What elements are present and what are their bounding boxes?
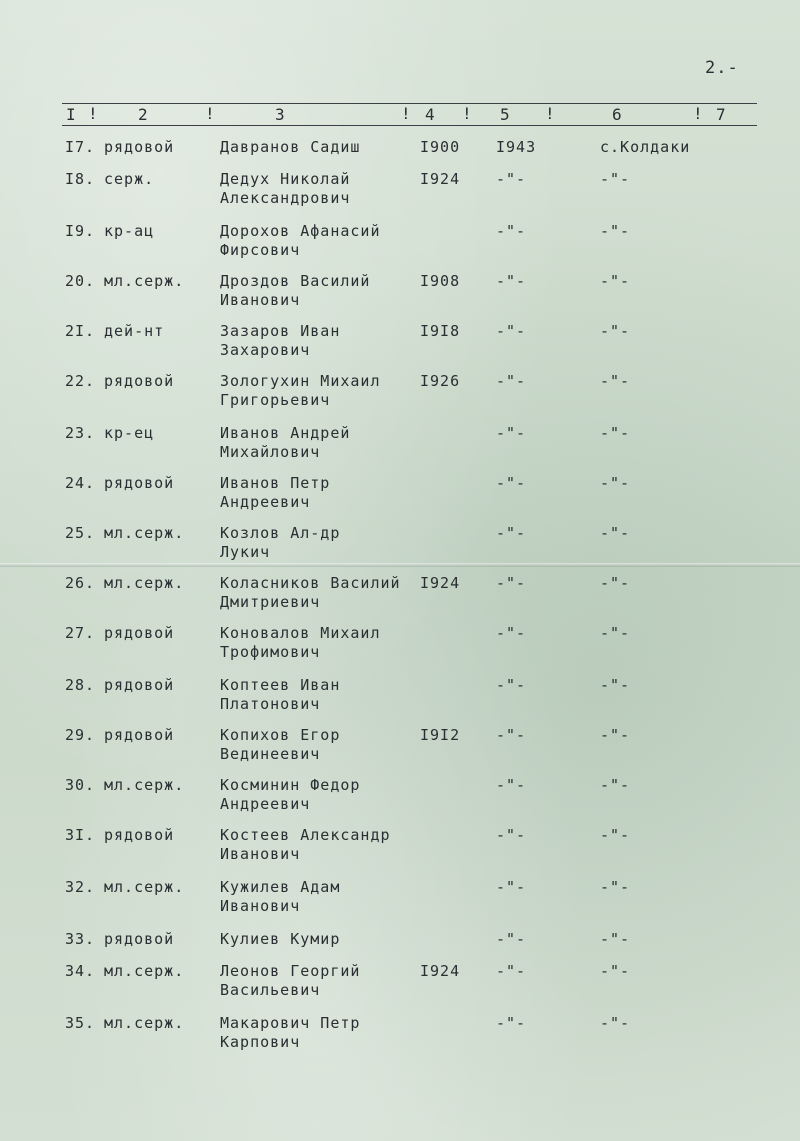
- full-name-line1: Коновалов Михаил: [220, 624, 381, 642]
- column-5-value: -"-: [496, 726, 527, 744]
- full-name-line2: Карпович: [220, 1033, 301, 1051]
- birth-year: I900: [420, 138, 461, 156]
- rank: рядовой: [104, 930, 175, 948]
- full-name-line2: Дмитриевич: [220, 593, 321, 611]
- rank: кр-ец: [104, 424, 155, 442]
- column-header-5: 5: [500, 105, 511, 124]
- column-separator: !: [401, 104, 411, 123]
- birth-year: I924: [420, 574, 461, 592]
- column-6-value: -"-: [600, 170, 631, 188]
- full-name-line2: Фирсович: [220, 241, 301, 259]
- full-name-line1: Коласников Василий: [220, 574, 401, 592]
- column-6-value: -"-: [600, 272, 631, 290]
- full-name-line1: Копихов Егор: [220, 726, 341, 744]
- full-name-line1: Макарович Петр: [220, 1014, 361, 1032]
- paper-fold: [0, 563, 800, 567]
- row-number: 35.: [65, 1014, 96, 1032]
- full-name-line1: Зазаров Иван: [220, 322, 341, 340]
- full-name-line2: Александрович: [220, 189, 351, 207]
- column-6-value: -"-: [600, 962, 631, 980]
- full-name-line2: Михайлович: [220, 443, 321, 461]
- full-name-line1: Леонов Георгий: [220, 962, 361, 980]
- row-number: 34.: [65, 962, 96, 980]
- column-separator: !: [693, 104, 703, 123]
- rank: рядовой: [104, 676, 175, 694]
- column-6-value: -"-: [600, 574, 631, 592]
- column-header-4: 4: [425, 105, 436, 124]
- full-name-line2: Платонович: [220, 695, 321, 713]
- column-separator: !: [462, 104, 472, 123]
- column-5-value: -"-: [496, 272, 527, 290]
- full-name-line2: Иванович: [220, 291, 301, 309]
- column-5-value: -"-: [496, 624, 527, 642]
- column-5-value: -"-: [496, 322, 527, 340]
- column-6-value: -"-: [600, 524, 631, 542]
- column-5-value: I943: [496, 138, 537, 156]
- full-name-line2: Трофимович: [220, 643, 321, 661]
- column-6-value: -"-: [600, 222, 631, 240]
- full-name-line2: Иванович: [220, 897, 301, 915]
- full-name-line2: Вединеевич: [220, 745, 321, 763]
- rank: мл.серж.: [104, 878, 185, 896]
- column-5-value: -"-: [496, 930, 527, 948]
- full-name-line2: Захарович: [220, 341, 311, 359]
- column-5-value: -"-: [496, 776, 527, 794]
- full-name-line2: Андреевич: [220, 493, 311, 511]
- full-name-line1: Дедух Николай: [220, 170, 351, 188]
- column-5-value: -"-: [496, 170, 527, 188]
- rank: серж.: [104, 170, 155, 188]
- rank: мл.серж.: [104, 776, 185, 794]
- page-number: 2.-: [705, 58, 739, 78]
- rank: мл.серж.: [104, 524, 185, 542]
- column-6-value: -"-: [600, 726, 631, 744]
- row-number: 2I.: [65, 322, 96, 340]
- column-5-value: -"-: [496, 1014, 527, 1032]
- full-name-line1: Кулиев Кумир: [220, 930, 341, 948]
- header-rule-bottom: [62, 125, 757, 126]
- column-5-value: -"-: [496, 222, 527, 240]
- column-5-value: -"-: [496, 826, 527, 844]
- birth-year: I926: [420, 372, 461, 390]
- full-name-line1: Костеев Александр: [220, 826, 391, 844]
- column-6-value: -"-: [600, 776, 631, 794]
- column-6-value: -"-: [600, 322, 631, 340]
- column-5-value: -"-: [496, 962, 527, 980]
- row-number: 20.: [65, 272, 96, 290]
- rank: рядовой: [104, 474, 175, 492]
- column-separator: !: [545, 104, 555, 123]
- full-name-line1: Дроздов Василий: [220, 272, 371, 290]
- row-number: 28.: [65, 676, 96, 694]
- row-number: 27.: [65, 624, 96, 642]
- row-number: 22.: [65, 372, 96, 390]
- row-number: 32.: [65, 878, 96, 896]
- column-5-value: -"-: [496, 878, 527, 896]
- column-header-2: 2: [138, 105, 149, 124]
- rank: рядовой: [104, 624, 175, 642]
- column-6-value: -"-: [600, 372, 631, 390]
- full-name-line2: Лукич: [220, 543, 271, 561]
- column-6-value: -"-: [600, 424, 631, 442]
- column-header-7: 7: [716, 105, 727, 124]
- row-number: I9.: [65, 222, 96, 240]
- column-separator: !: [205, 104, 215, 123]
- birth-year: I924: [420, 170, 461, 188]
- row-number: I7.: [65, 138, 96, 156]
- row-number: 3I.: [65, 826, 96, 844]
- row-number: 25.: [65, 524, 96, 542]
- birth-year: I9I8: [420, 322, 461, 340]
- row-number: 29.: [65, 726, 96, 744]
- full-name-line1: Иванов Андрей: [220, 424, 351, 442]
- rank: дей-нт: [104, 322, 165, 340]
- column-separator: !: [88, 104, 98, 123]
- full-name-line1: Зологухин Михаил: [220, 372, 381, 390]
- row-number: 23.: [65, 424, 96, 442]
- column-6-value: -"-: [600, 474, 631, 492]
- column-header-6: 6: [612, 105, 623, 124]
- column-6-value: -"-: [600, 624, 631, 642]
- full-name-line1: Косминин Федор: [220, 776, 361, 794]
- rank: рядовой: [104, 138, 175, 156]
- row-number: 33.: [65, 930, 96, 948]
- full-name-line1: Дорохов Афанасий: [220, 222, 381, 240]
- column-header-3: 3: [275, 105, 286, 124]
- column-5-value: -"-: [496, 524, 527, 542]
- rank: мл.серж.: [104, 962, 185, 980]
- rank: рядовой: [104, 726, 175, 744]
- full-name-line2: Григорьевич: [220, 391, 331, 409]
- column-5-value: -"-: [496, 676, 527, 694]
- rank: рядовой: [104, 372, 175, 390]
- row-number: 26.: [65, 574, 96, 592]
- row-number: I8.: [65, 170, 96, 188]
- full-name-line2: Андреевич: [220, 795, 311, 813]
- column-5-value: -"-: [496, 474, 527, 492]
- column-header-1: I: [66, 105, 77, 124]
- rank: мл.серж.: [104, 574, 185, 592]
- column-6-value: -"-: [600, 930, 631, 948]
- rank: рядовой: [104, 826, 175, 844]
- rank: мл.серж.: [104, 1014, 185, 1032]
- rank: кр-ац: [104, 222, 155, 240]
- column-6-value: -"-: [600, 676, 631, 694]
- birth-year: I9I2: [420, 726, 461, 744]
- birth-year: I924: [420, 962, 461, 980]
- full-name-line1: Иванов Петр: [220, 474, 331, 492]
- full-name-line1: Давранов Садиш: [220, 138, 361, 156]
- column-6-value: с.Колдаки: [600, 138, 691, 156]
- row-number: 24.: [65, 474, 96, 492]
- row-number: 30.: [65, 776, 96, 794]
- full-name-line1: Кужилев Адам: [220, 878, 341, 896]
- column-6-value: -"-: [600, 878, 631, 896]
- column-6-value: -"-: [600, 826, 631, 844]
- column-6-value: -"-: [600, 1014, 631, 1032]
- column-5-value: -"-: [496, 424, 527, 442]
- birth-year: I908: [420, 272, 461, 290]
- full-name-line2: Иванович: [220, 845, 301, 863]
- full-name-line2: Васильевич: [220, 981, 321, 999]
- full-name-line1: Коптеев Иван: [220, 676, 341, 694]
- column-5-value: -"-: [496, 372, 527, 390]
- rank: мл.серж.: [104, 272, 185, 290]
- column-5-value: -"-: [496, 574, 527, 592]
- full-name-line1: Козлов Ал-др: [220, 524, 341, 542]
